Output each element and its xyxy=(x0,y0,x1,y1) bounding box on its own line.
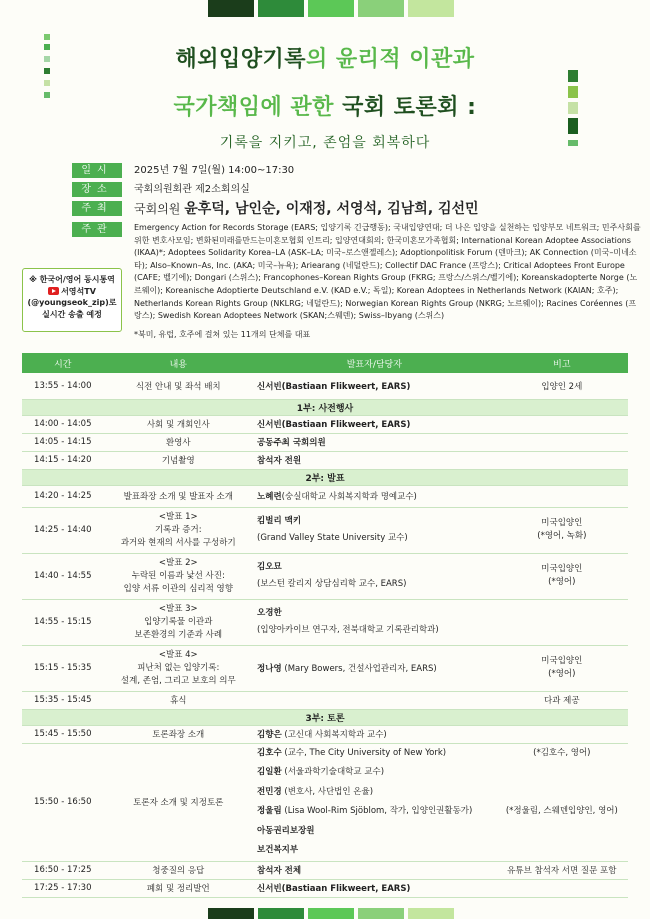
table-row: 14:25 - 14:40 <발표 1> 기록과 증거: 과거와 현재의 서사를 구성하기 킴벌리 맥키 (Grand Valley State University 교수) 미국입양인 (*영어, 녹화) xyxy=(22,507,628,553)
table-row: 16:50 - 17:25 청중질의 응답 참석자 전체 유튜브 참석자 서면 질문 포함 xyxy=(22,861,628,879)
header-presenter: 발표자/담당자 xyxy=(253,353,496,373)
stream-line: 실시간 송출 예정 xyxy=(42,309,102,319)
table-row: 15:45 - 15:50 토론좌장 소개 김향은 (고신대 사회복지학과 교수) xyxy=(22,725,628,743)
table-row: 14:15 - 14:20 기념촬영 참석자 전원 xyxy=(22,451,628,469)
title-part: 의 윤리적 이관과 xyxy=(305,47,475,72)
organizers: Emergency Action for Records Storage (EARS; 입양기록 긴급행동); 국내입양연대; 더 나은 입양을 실천하는 입양부모 네트워크; 민주사회를 위한 변호사모임; 변화된미래를만드는미혼모협회 인트리; 입양연대회의; 한국미혼모가족협회; International Korean Adoptee Associations (IKAA)*; Adoptees Solidarity Korea–LA (ASK–LA; 미국–로스앤젤레스); Adoptionpolitisk Forum (덴마크); AK Connection (미국–미네소타); Also–Known–As, Inc. (AKA; 미국–뉴욕); Ariearang (네덜란드); Collectif DAC France (프랑스); Critical Adoptees Front Europe (CAFE; 벨기에); Dongari (스위스); Francophones–Korean Rights Group (FKRG; 프랑스/스위스/벨기에); Koreanskadopterte Norge (노르웨이); Koreanische Adoptierte Deutschland e.V. (KAD e.V.; 독일); Korean Adoptees in Netherlands Network (KAIAN; 호주); Netherlands Korean Rights Group (NKLRG; 네덜란드); Norwegian Korean Rights Group (NKRG; 노르웨이); Racines Coréennes (프랑스); Swedish Korean Adoptees Network (SKAN;스웨덴); Swiss–Ibyang (스위스) xyxy=(134,223,641,321)
host-prefix: 국회의원 xyxy=(134,202,185,216)
stream-notice xyxy=(22,268,122,332)
event-info xyxy=(72,163,642,344)
date-label: 일시 xyxy=(72,163,122,178)
table-row: 17:25 - 17:30 폐회 및 정리발언 신서빈(Bastiaan Flikweert, EARS) xyxy=(22,879,628,897)
table-row: 14:55 - 15:15 <발표 3> 입양기록물 이관과 보존환경의 기준과 사례 오경한 (입양아카이브 연구자, 전북대학교 기록관리학과) xyxy=(22,599,628,645)
section-row: 1부: 사전행사 xyxy=(22,399,628,415)
table-row: 14:40 - 14:55 <발표 2> 누락된 이름과 낯선 사진: 입양 서류 이관의 심리적 영향 김오묘 (보스턴 칼리지 상담심리학 교수, EARS) 미국입양인 (*영어) xyxy=(22,553,628,599)
header-content: 내용 xyxy=(104,353,254,373)
bottom-decoration xyxy=(208,908,458,919)
youtube-icon xyxy=(48,287,59,295)
title-line-1 xyxy=(0,42,650,73)
header-note: 비고 xyxy=(496,353,628,373)
table-row: 15:35 - 15:45 휴식 다과 제공 xyxy=(22,691,628,709)
host-names: 윤후덕, 남인순, 이재정, 서영석, 김남희, 김선민 xyxy=(184,201,479,217)
table-row: 15:50 - 16:50 토론자 소개 및 지정토론 김호수 (교수, The City University of New York) 김일환 (서울과학기술대학교 교수) 전민경 (변호사, 사단법인 온율) 정울림 (Lisa Wool-Rim Sjöblom, 작가, 입양인권활동가) 아동권리보장원 보건복지부 (*김호수, 영어) (*정울림, 스웨덴입양인, 영어) xyxy=(22,743,628,861)
title-part: 국회 토론회 : xyxy=(342,95,477,120)
title-part: 에 관한 xyxy=(260,95,343,120)
top-decoration xyxy=(208,0,458,17)
place-value: 국회의원회관 제2소회의실 xyxy=(134,184,250,195)
title-line-2 xyxy=(0,90,650,121)
host-value xyxy=(134,201,479,218)
table-row: 13:55 - 14:00 식전 안내 및 좌석 배치 신서빈(Bastiaan Flikweert, EARS) 입양인 2세 xyxy=(22,373,628,399)
date-value: 2025년 7월 7일(월) 14:00~17:30 xyxy=(134,165,295,176)
organizer-label: 주관 xyxy=(72,222,122,237)
schedule-table xyxy=(22,353,628,898)
table-row: 14:00 - 14:05 사회 및 개회인사 신서빈(Bastiaan Flikweert, EARS) xyxy=(22,415,628,433)
organizer-note: *북미, 유럽, 호주에 걸쳐 있는 11개의 단체를 대표 xyxy=(134,329,311,339)
stream-line: ※ 한국어/영어 동시통역 xyxy=(29,275,115,284)
header-time: 시간 xyxy=(22,353,104,373)
place-label: 장소 xyxy=(72,182,122,197)
title-part: 해외입양기록 xyxy=(175,47,306,72)
subtitle: 기록을 지키고, 존엄을 회복하다 xyxy=(219,135,431,151)
section-row: 3부: 토론 xyxy=(22,709,628,725)
table-row: 14:20 - 14:25 발표좌장 소개 및 발표자 소개 노혜련(숭실대학교 사회복지학과 명예교수) xyxy=(22,485,628,507)
table-row: 15:15 - 15:35 <발표 4> 피난처 없는 입양기록: 설계, 존엄, 그리고 보호의 의무 정나영 (Mary Bowers, 건설사업관리자, EARS) 미국입양인 (*영어) xyxy=(22,645,628,691)
title-part: 국가책임 xyxy=(173,95,261,120)
host-label: 주최 xyxy=(72,201,122,216)
table-row: 14:05 - 14:15 환영사 공동주최 국회의원 xyxy=(22,433,628,451)
section-row: 2부: 발표 xyxy=(22,469,628,485)
stream-line: (@youngseok_zip)로 xyxy=(27,298,117,307)
stream-channel: 서영석TV xyxy=(23,286,121,298)
